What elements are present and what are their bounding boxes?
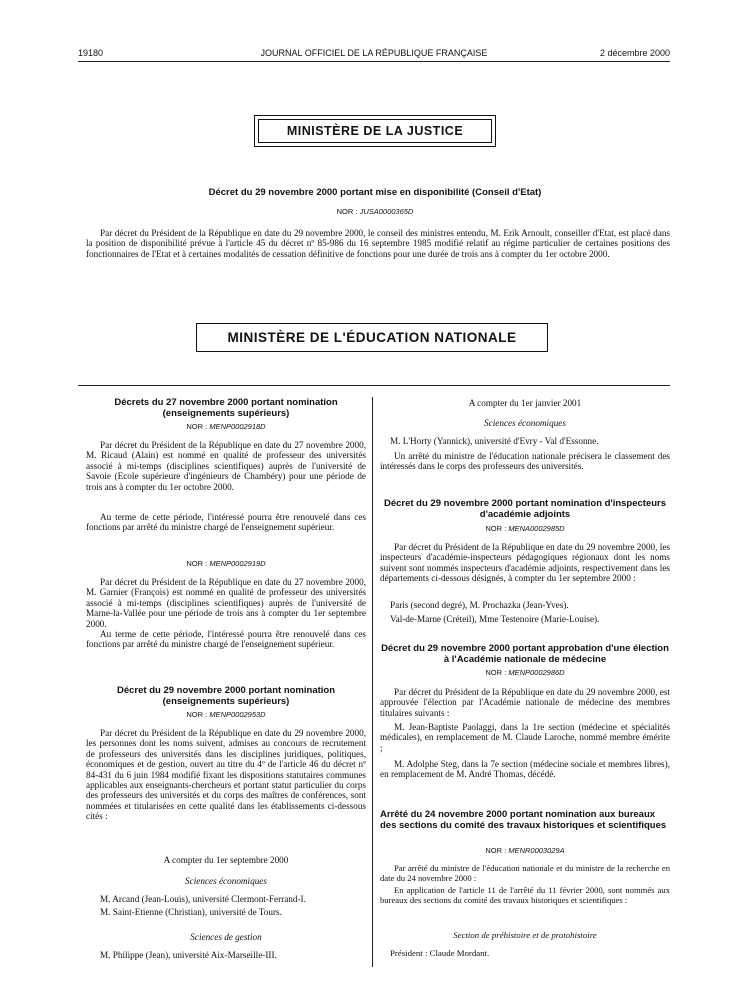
decree-1-p2: Au terme de cette période, l'intéressé pourra être renouvelé dans ces fonctions par arrêté du ministre chargé de l'enseignement supérieur.	[86, 512, 366, 533]
appointee-3: M. Philippe (Jean), université Aix-Marseille-III.	[100, 950, 277, 960]
classement-note: Un arrêté du ministre de l'éducation nationale précisera le classement des intéressés dans le corps des professeurs des universités.	[380, 451, 670, 472]
department-1: Paris (second degré), M. Prochazka (Jean-Yves).	[390, 600, 569, 610]
nor-code: MENR0003029A	[508, 846, 565, 855]
decree-2-p2: Au terme de cette période, l'intéressé pourra être renouvelé dans ces fonctions par arrêté du ministre chargé de l'enseignement supérieur.	[86, 629, 366, 650]
nor-label: NOR :	[485, 846, 507, 855]
nor-3	[86, 710, 366, 719]
decree-title-justice: Décret du 29 novembre 2000 portant mise en disponibilité (Conseil d'Etat)	[208, 187, 542, 198]
appointee-4: M. L'Horty (Yannick), université d'Evry - Val d'Essonne.	[390, 436, 599, 446]
decree-title-1: Décrets du 27 novembre 2000 portant nomination (enseignements supérieurs)	[114, 397, 338, 419]
nor-label: NOR :	[336, 207, 358, 216]
decree-5-p2: M. Jean-Baptiste Paolaggi, dans la 1re section (médecine et spécialités médicales), en remplacement de M. Claude Laroche, nommé membre émérite ;	[380, 722, 670, 753]
appointee-1: M. Arcand (Jean-Louis), université Clermont-Ferrand-I.	[100, 894, 306, 904]
nor-code: MENP0002986D	[508, 668, 565, 677]
decree-4-p1: Par décret du Président de la République en date du 29 novembre 2000, les inspecteurs d'académie-inspecteurs pédagogiques régionaux dont les noms suivent sont nommés inspecteurs d'académie adjoints, respectivement dans les départements ci-dessous désignés, à compter du 1er septembre 2000 :	[380, 542, 670, 584]
ministry-box-justice	[254, 115, 496, 147]
nor-code: MENP0002919D	[209, 559, 266, 568]
ministry-title-justice: MINISTÈRE DE LA JUSTICE	[258, 119, 492, 143]
nor-label: NOR :	[186, 422, 208, 431]
page-number: 19180	[78, 48, 104, 58]
effective-date-2: A compter du 1er janvier 2001	[468, 398, 582, 408]
president-line: Président : Claude Mordant.	[390, 948, 490, 958]
decree-5-p3: M. Adolphe Steg, dans la 7e section (médecine sociale et membres libres), en remplacement de M. André Thomas, décédé.	[380, 759, 670, 780]
nor-label: NOR :	[186, 559, 208, 568]
department-2: Val-de-Marne (Créteil), Mme Testenoire (Marie-Louise).	[390, 614, 600, 624]
nor-label: NOR :	[485, 668, 507, 677]
nor-1	[86, 422, 366, 431]
decree-3-p1: Par décret du Président de la République en date du 29 novembre 2000, les personnes dont les noms suivent, admises au concours de recrutement de professeurs des universités dans les disciplines juridiques, politiques, économiques et de gestion, ouvert au titre du 4º de l'article 46 du décret nº 84-431 du 6 juin 1984 modifié fixant les dispositions statutaires communes applicables aux enseignants-chercheurs et portant statut particulier du corps des professeurs des universités et du corps des maîtres de conférences, sont nommées et titularisées en cette qualité dans les établissements ci-dessous cités :	[86, 728, 366, 822]
section-rule	[78, 385, 670, 386]
appointee-2: M. Saint-Etienne (Christian), université de Tours.	[100, 907, 282, 917]
nor-label: NOR :	[485, 524, 507, 533]
decree-title-4: Décret du 29 novembre 2000 portant nomination d'inspecteurs d'académie adjoints	[383, 498, 667, 520]
nor-code: MENP0002918D	[209, 422, 266, 431]
decree-body-justice: Par décret du Président de la République en date du 29 novembre 2000, le conseil des ministres entendu, M. Erik Arnoult, conseiller d'Etat, est placé dans la position de disponibilité prévue à l'article 45 du décret nº 85-986 du 16 septembre 1985 modifié relatif au régime particulier de certaines positions des fonctionnaires de l'Etat et à certaines modalités de cessation définitive de fonctions pour une durée de trois ans à compter du 1er octobre 2000.	[86, 228, 670, 259]
effective-date-1: A compter du 1er septembre 2000	[163, 855, 289, 865]
column-separator	[372, 397, 373, 967]
section-heading-economics-2: Sciences économiques	[484, 418, 566, 428]
decree-title-5: Décret du 29 novembre 2000 portant approbation d'une élection à l'Académie nationale de médecine	[381, 643, 669, 665]
nor-5	[380, 668, 670, 677]
decree-2-p1: Par décret du Président de la République en date du 27 novembre 2000, M. Garnier (François) est nommé en qualité de professeur des universités associé à mi-temps (disciplines scientifiques) auprès de l'université de Marne-la-Vallée pour une période de trois ans à compter du 1er septembre 2000.	[86, 577, 366, 629]
decree-6-p1: Par arrêté du ministre de l'éducation nationale et du ministre de la recherche en date du 24 novembre 2000 :	[380, 863, 670, 883]
section-heading-economics: Sciences économiques	[185, 876, 267, 886]
ministry-title-education: MINISTÈRE DE L'ÉDUCATION NATIONALE	[196, 323, 548, 352]
section-heading-prehistory: Section de préhistoire et de protohistoire	[453, 930, 597, 940]
nor-justice	[110, 207, 640, 216]
nor-6	[380, 846, 670, 855]
decree-1-p1: Par décret du Président de la République en date du 27 novembre 2000, M. Ricaud (Alain) est nommé en qualité de professeur des universités associé à mi-temps (disciplines scientifiques) auprès de l'université de Savoie (Ecole supérieure d'ingénieurs de Chambéry) pour une période de trois ans à compter du 1er octobre 2000.	[86, 440, 366, 492]
journal-title: JOURNAL OFFICIEL DE LA RÉPUBLIQUE FRANÇAISE	[260, 48, 488, 58]
nor-label: NOR :	[186, 710, 208, 719]
nor-code: JUSA0000365D	[359, 207, 414, 216]
nor-code: MENA0002985D	[508, 524, 565, 533]
nor-code: MENP0002953D	[209, 710, 266, 719]
section-heading-management: Sciences de gestion	[190, 932, 262, 942]
header-rule	[78, 61, 670, 62]
decree-6-p2: En application de l'article 11 de l'arrêté du 11 février 2000, sont nommés aux bureaux des sections du comité des travaux historiques et scientifiques :	[380, 885, 670, 905]
decree-title-3: Décret du 29 novembre 2000 portant nomination (enseignements supérieurs)	[116, 685, 336, 707]
issue-date: 2 décembre 2000	[599, 48, 670, 58]
decree-title-6: Arrêté du 24 novembre 2000 portant nomination aux bureaux des sections du comité des travaux historiques et scientifiques	[380, 809, 667, 831]
nor-2	[86, 559, 366, 568]
decree-5-p1: Par décret du Président de la République en date du 29 novembre 2000, est approuvée l'élection par l'Académie nationale de médecine des membres titulaires suivants :	[380, 687, 670, 718]
nor-4	[380, 524, 670, 533]
